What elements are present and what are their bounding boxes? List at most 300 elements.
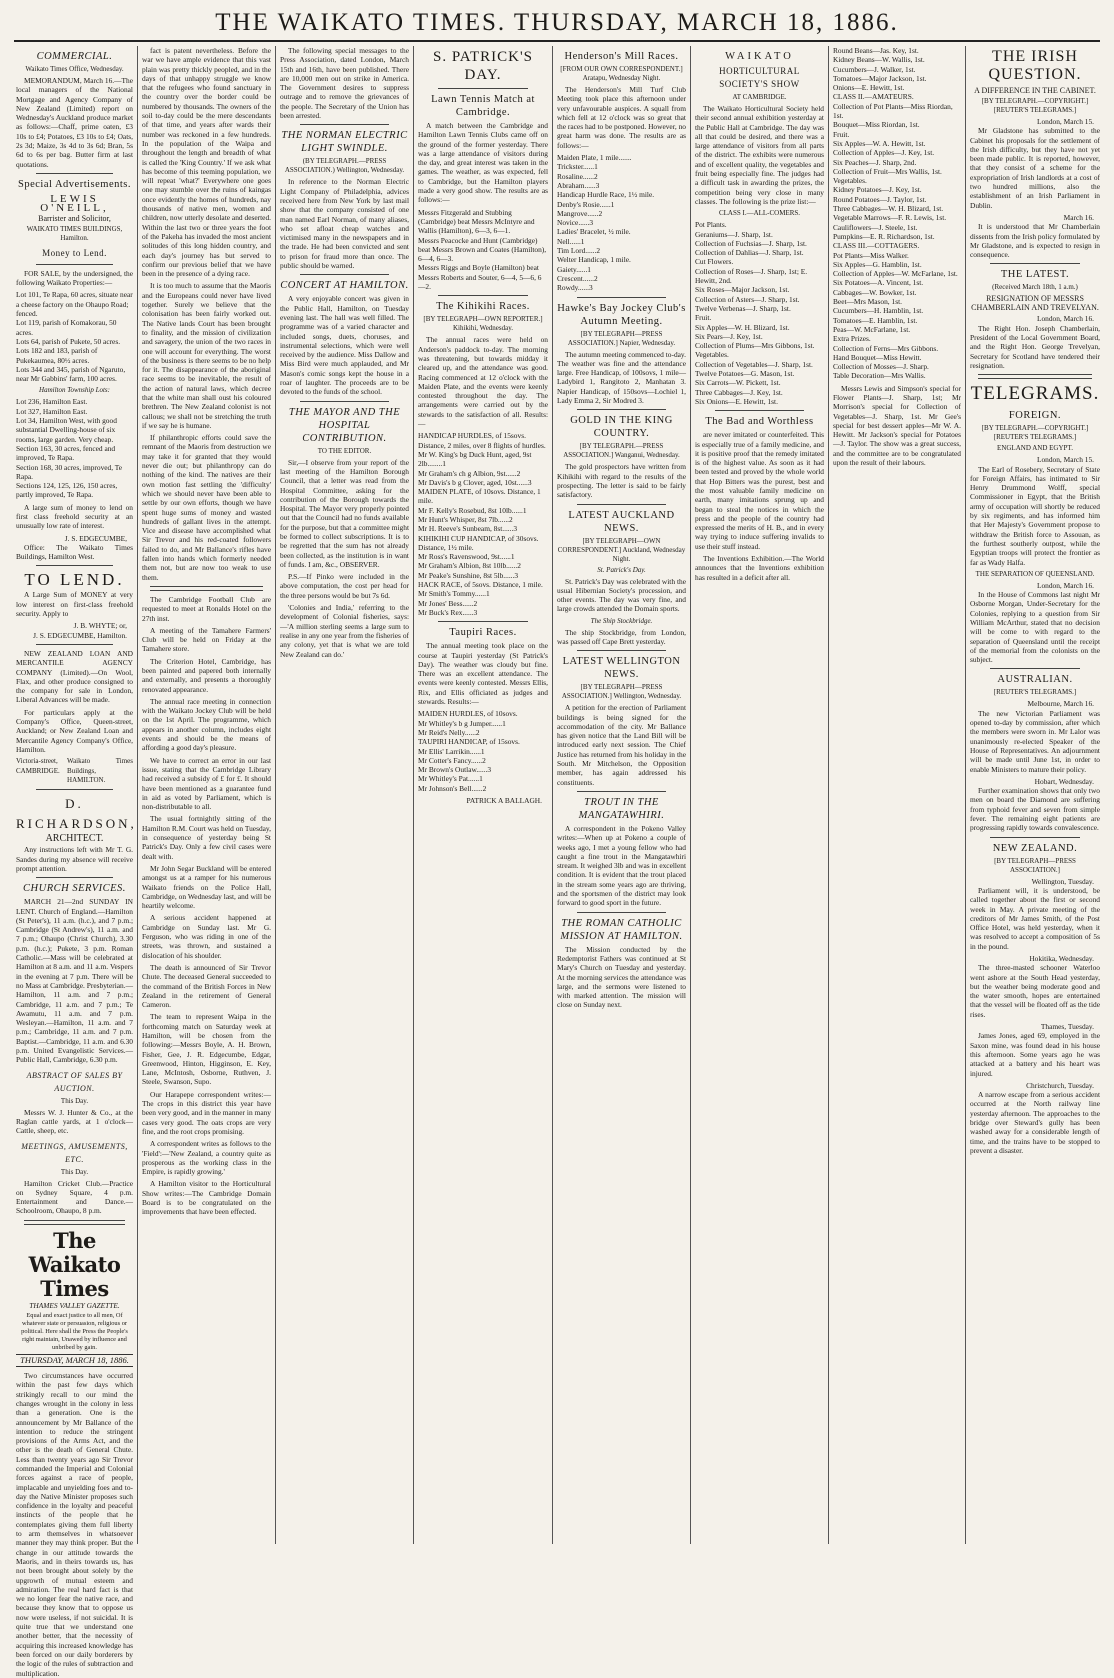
column-7 (833, 46, 961, 1544)
address-left: Victoria-street, CAMBRIDGE. (16, 757, 60, 775)
column-2 (142, 46, 271, 1544)
auckland-subheading: [BY TELEGRAPH—OWN CORRESPONDENT.] Auckland, Wednesday Night. (557, 536, 686, 563)
kihikihi-heading: The Kihikihi Races. (436, 301, 530, 313)
column-6 (695, 46, 824, 1544)
australian-text: The new Victorian Parliament was opened to-day by commission, after which the members were sworn in. Mr Lalor was unanimously re-elected Speaker of the House of Representatives. An adjournment will be made until June 1st, in order to enable Ministers to mature their policy. (970, 708, 1100, 774)
colonies-text: 'Colonies and India,' referring to the development of Colonial fisheries, says:—'A million sterling seems a large sum to realise in any one year from the fisheries of any colony, yet that is what we are told New Zealand can do.' (280, 603, 409, 659)
list-item: Six Peaches—J. Sharp, 2nd. (833, 157, 917, 167)
list-item: Lot 119, parish of Komakorau, 50 acres. (16, 318, 117, 337)
list-item: Round Beans—Jas. Key, 1st. (833, 46, 919, 55)
concert-heading: CONCERT AT HAMILTON. (280, 280, 409, 292)
list-item: Trickster......1 (557, 162, 598, 172)
list-item: Mr Smith's Tommy......1 (418, 589, 490, 599)
st-patricks-heading: S. PATRICK'S DAY. (432, 49, 534, 83)
news-item: The team to represent Waipa in the forthcoming match on Saturday week at Hamilton, will be chosen from the following:—Messrs Boyle, A. H. Brown, Fisher, Gee, J. R. Edgecumbe, Edgar, Greenwood, Hinton, Higginson, E. Key, Lane, McIntosh, Osborne, Ruthven, J. Steele, Swanson, Supo. (142, 1012, 271, 1087)
mill-results (557, 153, 686, 292)
column-rule (413, 46, 414, 1544)
dateline: Melbourne, March 16. (1027, 699, 1094, 709)
list-item: Peas—W. McFarlane, 1st. (833, 324, 911, 334)
st-patricks-subheading: St. Patrick's Day. (597, 565, 646, 574)
list-item: Geraniums—J. Sharp, 1st. (695, 229, 773, 239)
divider (300, 124, 389, 125)
kihikihi-text: The annual races were held on Anderson's paddock to-day. The morning was threatening, but towards midday it cleared up, and the attendance was good. Racing commenced at 12 o'clock with the Maiden Plate, and the events were keenly contested throughout the day. The arrangements were carried out by the stewards to the satisfaction of all. Results:— (418, 335, 548, 429)
hort-closing-text: Messrs Lewis and Simpson's special for Flower Plants—J. Sharp, 1st; Mr Morrison's special for Collection of Vegetables—J. Sharp, 1st. Mr Gee's special for best dessert apples—Mr W. A. Hewitt. Mr Jackson's special for Potatoes—J. Taylor. The show was a great success, and the committee are to be congratulated upon the result of their labours. (833, 383, 961, 468)
mayor-heading: THE MAYOR AND THE HOSPITAL CONTRIBUTION. (288, 406, 401, 444)
tolend-signature: J. B. WHYTE; or, (73, 621, 127, 631)
thames-text: James Jones, aged 69, employed in the Saxon mine, was found dead in his house this afternoon. Some years ago he was attacked at a battery and his heart was injured. (970, 1031, 1100, 1078)
dateline: London, March 16. (1036, 580, 1094, 590)
list-item: Tomatoes—E. Hamblin, 1st. (833, 315, 918, 325)
dateline: March 16. (1063, 212, 1094, 222)
ship-text: The ship Stockbridge, from London, was passed off Cape Brett yesterday. (557, 627, 686, 646)
list-item: Handicap Hurdle Race, 1½ mile. (557, 190, 655, 200)
rc-mission-text: The Mission conducted by the Redemptorist Fathers was continued at St Mary's Church on Tuesday and yesterday. At the morning services the attendance was large, and the sermons were listened to with marked attention. The mission will close on Sunday next. (557, 944, 686, 1010)
list-item: Beet—Mrs Mason, 1st. (833, 297, 902, 307)
list-item: Mr Whitley's b g Jumper......1 (418, 718, 506, 728)
list-item: Cucumbers—J. Walker, 1st. (833, 64, 916, 74)
list-item: TAUPIRI HANDICAP, of 15sovs. (418, 737, 520, 747)
richardson-heading: D. RICHARDSON, (16, 796, 137, 832)
divider (577, 650, 666, 651)
commercial-heading: COMMERCIAL. (36, 51, 113, 62)
meetings-heading: MEETINGS, AMUSEMENTS, ETC. (21, 1141, 128, 1164)
township-heading: Hamilton Township Lots: (39, 386, 110, 395)
commercial-subheading: Waikato Times Office, Wednesday. (25, 65, 124, 73)
editorial-continued: If philanthropic efforts could save the remnant of the Maoris from destruction we may take it for granted that they would never die out; but philanthropy can do nothing of the kind. The natives are their own motion fast settling the 'difficulty' which we should never have been able to settle by our own efforts, though we have spent huge sums of money and wasted hundreds of gallant lives in the attempt. Vice and disease have accomplished what Sir Trevor and his red-coated followers failed to do, and Mr Ballance's rifles have fallen into hands which formerly needed them not, but are now too weak to use them. (142, 433, 271, 582)
prize-list-continued (833, 46, 961, 381)
egypt-heading: ENGLAND AND EGYPT. (997, 444, 1073, 453)
list-item: Mr H. Reeve's Sunbeam, 8st......3 (418, 524, 518, 534)
australian-telegraph: [REUTER'S TELEGRAMS.] (993, 688, 1077, 697)
column-1 (16, 46, 137, 1678)
norman-heading: THE NORMAN ELECTRIC LIGHT SWINDLE. (281, 130, 408, 155)
dateline: London, March 15. (1036, 117, 1094, 126)
masthead (14, 6, 1100, 42)
list-item: Ladies' Bracelet, ½ mile. (557, 227, 631, 237)
australian-heading: AUSTRALIAN. (997, 674, 1073, 686)
irish-text: Mr Gladstone has submitted to the Cabinet his proposals for the settlement of the Irish difficulty, but they have not yet been made public. It is reported, however, that they consist of a scheme for the expropriation of Irish landlords at a cost of two hundred millions, also the establishment of an Irish Parliament in Dublin. (970, 126, 1100, 210)
mayor-text: Sir,—I observe from your report of the last meeting of the Hamilton Borough Council, that a letter was read from the Hospital Committee, asking for the contribution of the Borough towards the Hospital. The Mayor very properly pointed out that the Council had no funds available for the purpose, but that a committee might be formed to collect subscriptions. It is to be regretted that the sum has not already been collected, as the institution is in want of funds. I am, &c., OBSERVER. (280, 457, 409, 569)
list-item: Lot 236, Hamilton East. (16, 397, 88, 407)
forsale-list (16, 290, 133, 383)
list-item: Lots 344 and 345, parish of Ngaruto, near Mr Gabbins' farm, 100 acres. (16, 364, 126, 384)
list-item: Six Pears—J. Key, 1st. (695, 331, 763, 341)
list-item: Collection of Mosses—J. Sharp. (833, 362, 929, 372)
special-ads-heading: Special Advertisements. (18, 178, 131, 190)
list-item: Maiden Plate, 1 mile....... (557, 153, 632, 163)
editorial-continued: It is too much to assume that the Maoris and the Europeans could never have lived together. Surely we believe that the colonisation has been fairly worked out. The Native lands Court has been brought to finality, and the mission of civilization and savagery, the union of the two races in one will account for everything. The worst of the business is there seems to be no help for it. The disappearance of the aboriginal race seems to be inevitable, the result of the action of natural laws, which decree that the white man shall oust his coloured brethren. The New Zealand colonist is not callous; we shall not be stretching the truth if we say he is humane. (142, 281, 271, 430)
news-item: A correspondent writes as follows to the 'Field':—'New Zealand, a country quite as prosperous as the working class in the Empire, is rapidly growing.' (142, 1139, 271, 1177)
tolend-signature: J. S. EDGECUMBE, Hamilton. (33, 630, 127, 640)
list-item: CLASS III.—COTTAGERS. (833, 241, 920, 251)
nz-loan-text-2: For particulars apply at the Company's Office, Queen-street, Auckland; or New Zealand Loan and Mercantile Agency Company's Office, Hamilton. (16, 707, 133, 754)
list-item: Rowdy......3 (557, 283, 593, 293)
whyte-office: Office: The Waikato Times Buildings, Hamilton West. (16, 542, 133, 562)
list-item: KIHIKIHI CUP HANDICAP, of 30sovs. Distance, 1½ mile. (418, 533, 539, 552)
divider (990, 668, 1080, 669)
hawkes-text: The autumn meeting commenced to-day. The weather was fine and the attendance large. Free Handicap, of 100sovs, 1 mile—Ladybird 1, Rangitoto 2, Manhatan 3. Napier Handicap, of 150sovs—Lochiel 1, Lady Emma 2, Sir Modred 3. (557, 349, 686, 406)
list-item: Mangrove......2 (557, 208, 603, 218)
list-item: Section 163, 30 acres, fenced and improved, Te Rapa. (16, 443, 116, 463)
oneill-ad-role: Barrister and Solicitor, (38, 213, 111, 223)
auction-heading: ABSTRACT OF SALES BY AUCTION. (26, 1070, 123, 1093)
list-item: Collection of Dahlias—J. Sharp, 1st. (695, 248, 804, 258)
list-item: Six Potatoes—A. Vincent, 1st. (833, 278, 924, 288)
address-right: Waikato Times Buildings, HAMILTON. (67, 757, 133, 784)
list-item: Fruit. (833, 129, 850, 139)
news-item: The annual race meeting in connection with the Waikato Jockey Club will be held on the 1st April. The programme, which appears in another column, includes eight events and should be the means of affording a good day's pleasure. (142, 696, 271, 753)
divider (990, 837, 1080, 838)
list-item: Collection of Ferns—Mrs Gibbons. (833, 343, 939, 353)
taupiri-results (418, 709, 548, 793)
list-item: CLASS II.—AMATEURS. (833, 92, 914, 102)
list-item: Collection of Apples—J. Key, 1st. (833, 148, 935, 158)
tolend-heading: TO LEND. (24, 570, 125, 590)
list-item: Mr Ellis' Larrikin......1 (418, 746, 485, 756)
list-item: Gaiety......1 (557, 264, 592, 274)
hort-heading: WAIKATO (725, 51, 794, 62)
list-item: Six Onions—E. Hewitt, 1st. (695, 396, 778, 406)
list-item: Vegetables. (695, 350, 729, 360)
nz-loan-addresses (16, 757, 133, 785)
norman-subheading: (BY TELEGRAPH.—PRESS ASSOCIATION.) Wellington, Wednesday. (284, 157, 405, 175)
divider (300, 274, 389, 275)
oneill-ad-address: WAIKATO TIMES BUILDINGS, Hamilton. (26, 224, 123, 242)
tennis-text: A match between the Cambridge and Hamilton Lawn Tennis Clubs came off on the ground of the former yesterday. There was a large attendance of visitors during the day, and great interest was taken in the games. The weather, as was expected, fell to Cambridge, but the Hamilton players made a very good show. The results are as follows:— (418, 121, 548, 205)
list-item: Table Decoration—Mrs Wallis. (833, 371, 926, 381)
mill-heading: Henderson's Mill Races. (564, 51, 679, 62)
irish-text-2: It is understood that Mr Chamberlain dissents from the Irish policy formulated by Mr Gladstone, and is expected to resign in consequence. (970, 222, 1100, 260)
news-item: The death is announced of Sir Trevor Chute. The deceased General succeeded to the command of the British Forces in New Zealand in the retirement of General Cameron. (142, 962, 271, 1010)
taupiri-signature: PATRICK A BALLAGH. (466, 796, 542, 805)
nz-telegraph: [BY TELEGRAPH—PRESS ASSOCIATION.] (994, 856, 1076, 874)
list-item: Vegetables. (833, 176, 867, 186)
divider (36, 173, 113, 174)
hokitika-text: The three-masted schooner Waterloo went ashore at the South Head yesterday, but the weather being moderate good and the water smooth, hopes are entertained that the vessel will be floated off as the tide rises. (970, 963, 1100, 1019)
trout-text: A correspondent in the Pokeno Valley writes:—When up at Pokeno a couple of weeks ago, I met a young fellow who had caught a fine trout in the Mangatawhiri stream. It weighed 3lb and was in excellent condition. It is evident that the trout placed in the stream some years ago are thriving, and the sportsmen of the district may look forward to good sport in the future. (557, 823, 686, 908)
list-item: Onions—E. Hewitt, 1st. (833, 83, 905, 93)
dateline: London, March 15. (1036, 455, 1094, 465)
divider (438, 621, 528, 622)
list-item: Tomatoes—Major Jackson, 1st. (833, 73, 927, 83)
list-item: Section 168, 30 acres, improved, Te Rapa. (16, 462, 123, 481)
divider (715, 410, 804, 411)
list-item: Three Cabbages—J. Key, 1st. (695, 387, 783, 397)
news-item: Our Harapepe correspondent writes:—The crops in this district this year have been very good, and in the manner in many cases very good. The oats crops are very fine, and the root crops promising. (142, 1089, 271, 1136)
taupiri-heading: Taupiri Races. (449, 627, 517, 639)
wellington-heading: LATEST WELLINGTON NEWS. (562, 656, 681, 681)
oneill-ad-name: LEWIS O'NEILL, (40, 192, 109, 215)
dateline: Wellington, Tuesday. (1031, 876, 1094, 886)
taupiri-text: The annual meeting took place on the course at Taupiri yesterday (St Patrick's Day). The weather was cloudy but fine. There was an excellent attendance. The events were keenly contested. Messrs Ellis, Rix, and Ellis officiated as judges and stewards. Results:— (418, 641, 548, 707)
divider (577, 409, 666, 410)
list-item: MAIDEN HURDLES, of 10sovs. (418, 709, 518, 719)
list-item: HACK RACE, of 5sovs. Distance, 1 mile. (418, 580, 543, 590)
richardson-role: ARCHITECT. (45, 833, 104, 845)
meetings-subheading: This Day. (60, 1167, 89, 1176)
irish-subheading: A DIFFERENCE IN THE CABINET. (974, 86, 1096, 95)
list-item: Abraham......3 (557, 180, 600, 190)
nz-heading: NEW ZEALAND. (992, 842, 1078, 854)
news-item: A serious accident happened at Cambridge on Sunday last. Mr G. Ferguson, who was riding in one of the streets, was thrown, and sustained a dislocation of his shoulder. (142, 913, 271, 960)
bad-text: are never imitated or counterfeited. This is especially true of a family medicine, and it is positive proof that the remedy imitated is of the highest value. As soon as it had been tested and proved by the whole world that Hop Bitters was the purest, best and the most valuable family medicine on earth, many imitations sprung up and began to steal the notices in which the press and the people of the country had expressed the merits of H. B., and in every way trying to induce suffering invalids to use their stuff instead. (695, 430, 824, 551)
list-item: Rosaline......2 (557, 171, 598, 181)
concert-text: A very enjoyable concert was given in the Public Hall, Hamilton, on Tuesday evening last. The hall was well filled. The programme was of a varied character and included songs, duets, choruses, and instrumental selections, which were well received by the audience. Miss Dallow and Miss Bird were much applauded, and Mr Mason's comic songs kept the house in a roar of laughter. The proceeds are to be devoted to the funds of the school. (280, 294, 409, 397)
list-item: Messrs Fitzgerald and Stubbing (Cambridge) beat Messrs McIntyre and Wallis (Hamilton), 6—3, 6—1. (418, 207, 535, 236)
hawkes-heading: Hawke's Bay Jockey Club's Autumn Meeting. (557, 302, 686, 327)
divider (978, 374, 1092, 379)
news-item: The usual fortnightly sitting of the Hamilton R.M. Court was held on Tuesday, in consequence of yesterday being St Patrick's Day. Only a few civil cases were dealt with. (142, 814, 271, 861)
wellington-subheading: [BY TELEGRAPH—PRESS ASSOCIATION.] Wellington, Wednesday. (561, 683, 682, 701)
prize-list (695, 220, 824, 406)
richardson-text: Any instructions left with Mr T. G. Sandes during my absence will receive prompt attention. (16, 845, 133, 873)
divider (36, 644, 113, 645)
list-item: Mr Brown's Outlaw......3 (418, 765, 492, 775)
list-item: Collection of Fruit—Mrs Wallis, 1st. (833, 166, 942, 176)
divider (990, 263, 1080, 264)
list-item: Mr Peake's Sunshine, 8st 5lb......3 (418, 570, 519, 580)
egypt-text: The Earl of Rosebery, Secretary of State for Foreign Affairs, has intimated to Sir Henry Drummond Wolff, special Commissioner in Egypt, that the British army of occupation will shortly be reduced by six regiments, and has informed him that Her Majesty's Government propose to withdraw the British force to Assouan, as the furthest southerly outpost, while the Egyptian troops will protect the frontier as far as Wady Halfa. (970, 464, 1100, 567)
hawkes-subheading: [BY TELEGRAPH—PRESS ASSOCIATION.] Napier, Wednesday. (567, 329, 676, 347)
list-item: Mr Graham's Albion, 8st 10lb......2 (418, 561, 521, 571)
list-item: Pot Plants. (695, 220, 727, 230)
tennis-results (418, 208, 548, 292)
latest-heading: THE LATEST. (1000, 269, 1070, 281)
list-item: Collection of Plums—Mrs Gibbons, 1st. (695, 341, 815, 351)
list-item: Kidney Potatoes—J. Key, 1st. (833, 185, 922, 195)
hort-subheading: AT CAMBRIDGE. (732, 93, 787, 101)
list-item: Twelve Potatoes—G. Mason, 1st. (695, 369, 795, 379)
resignation-heading: RESIGNATION OF MESSRS CHAMBERLAIN AND TREVELYAN. (971, 294, 1099, 313)
list-item: Bouquet—Miss Riordan, 1st. (833, 120, 920, 130)
kihikihi-results (418, 431, 548, 617)
dateline: London, March 16. (1036, 314, 1094, 324)
news-item: A Hamilton visitor to the Horticultural Show writes:—The Cambridge Domain Board is to be congratulated on the improvements that have been effected. (142, 1179, 271, 1217)
gold-heading: GOLD IN THE KING COUNTRY. (570, 415, 673, 440)
list-item: Collection of Apples—W. McFarlane, 1st. (833, 269, 958, 279)
nz-text: Parliament will, it is understood, be called together about the first or second week in May. A private meeting of the creditors of Mr James Smith, of the Post Office Hotel, was held yesterday, when it was resolved to accept a composition of 5s in the pound. (970, 885, 1100, 951)
divider (36, 877, 113, 878)
commercial-text: MEMORANDUM, March 16.—The local managers of the National Mortgage and Agency Company of New Zealand (Limited) report on Wednesday's Auckland produce market as follows:—Chaff, prime oaten, £3 10s to £4; Potatoes, £3 10s to £4; Oats, 2s 3d; Maize, 3s 4d to 3s 6d; Bran, 5s 6d to 6s per bag. Butter firm at last quotations. (16, 76, 133, 169)
dateline: Hokitika, Wednesday. (1029, 954, 1094, 963)
dateline: Hobart, Wednesday. (1034, 776, 1094, 786)
list-item: Cabbages—W. Bowker, 1st. (833, 287, 917, 297)
trout-heading: TROUT IN THE MANGATAWHIRI. (578, 796, 665, 821)
church-text: MARCH 21—2nd SUNDAY IN LENT. Church of England.—Hamilton (St Peter's), 11 a.m. (h.c.), and 7 p.m.; Cambridge (St Andrew's), 11 a.m. and 7 p.m.; Ohaupo (Christ Church), 3.30 p.m. (h.c.); Pukete, 3 p.m. Roman Catholic.—Mass will be celebrated at Hamilton at 8 a.m. and 11 a.m. Vespers in the evening at 7 p.m. There will be no Mass at Cambridge. Presbyterian.—Hamilton, 11 a.m. and 7 p.m.; Cambridge, 11 a.m. and 7 p.m.; Te Awamutu, 11 a.m. and 7 p.m. Wesleyan.—Hamilton, 11 a.m. and 7 p.m.; Cambridge, 11 a.m. and 7 p.m. Baptist.—Cambridge, 11 a.m. and 6.30 p.m. United Evangelistic Services.—Public Hall, Cambridge, 6.30 p.m. (16, 897, 133, 1065)
news-item: Mr John Segar Buckland will be entered amongst us at a ramper for his numerous Waikato friends on the Police Hall, Cambridge, on Wednesday last, and will be heartily welcome. (142, 863, 271, 911)
column-8 (970, 46, 1100, 1544)
gold-subheading: [BY TELEGRAPH.—PRESS ASSOCIATION.] Wanganui, Wednesday. (563, 442, 680, 460)
list-item: Lot 34, Hamilton West, with good substantial Dwelling-house of six rooms, large garden. Very cheap. (16, 416, 117, 444)
list-item: Fruit. (695, 313, 712, 323)
news-item: A meeting of the Tamahere Farmers' Club will be held on Friday at the Tamahere store. (142, 625, 271, 654)
list-item: Welter Handicap, 1 mile. (557, 255, 631, 265)
paper-title: The Waikato Times (28, 1227, 121, 1301)
list-item: Pumpkins—E. R. Richardson, 1st. (833, 231, 935, 241)
column-rule (965, 46, 966, 1544)
column-3 (280, 46, 409, 1544)
tennis-heading: Lawn Tennis Match at Cambridge. (431, 94, 535, 118)
postscript-text: P.S.—If Pinko were included in the above computation, the cost per head for the three persons would be but 7s 6d. (280, 572, 409, 600)
list-item: Three Cabbages—W. H. Blizard, 1st. (833, 204, 944, 214)
list-item: Mr Jones' Bess......2 (418, 598, 478, 608)
list-item: Lot 327, Hamilton East. (16, 406, 88, 416)
wellington-text: A petition for the erection of Parliament buildings is being signed for the accommodation of the city. Mr Ballance has given notice that the Land Bill will be introduced early next session. The Chief Justice has returned from his holiday in the South. Mr Mitchelson, the Opposition member, has again addressed his constituents. (557, 703, 686, 787)
list-item: Mr Davis's b g Clover, aged, 10st......3 (418, 477, 532, 487)
list-item: Lots 64, parish of Pukete, 50 acres. (16, 336, 121, 346)
rc-mission-heading: THE ROMAN CATHOLIC MISSION AT HAMILTON. (560, 917, 683, 942)
list-item: Six Roses—Major Jackson, 1st. (695, 285, 790, 295)
divider (300, 401, 389, 402)
divider (577, 297, 666, 298)
church-heading: CHURCH SERVICES. (23, 883, 126, 895)
telegrams-heading: TELEGRAMS. (970, 383, 1100, 405)
column-rule (552, 46, 553, 1544)
auckland-text: St. Patrick's Day was celebrated with the usual Hibernian Society's procession, and other events. The day was very fine, and large crowds attended the Domain sports. (557, 576, 686, 614)
bad-heading: The Bad and Worthless (705, 416, 814, 428)
foreign-heading: FOREIGN. (1008, 410, 1062, 422)
list-item: Six Apples—W. A. Hewitt, 1st. (833, 138, 926, 148)
inventions-text: The Inventions Exhibition.—The World announces that the Inventions exhibition has resulted in a deficit after all. (695, 554, 824, 582)
class-heading: CLASS I.—ALL-COMERS. (718, 209, 801, 218)
list-item: Tim Lord......2 (557, 246, 601, 256)
list-item: Vegetable Marrows—F. R. Lewis, 1st. (833, 213, 947, 223)
gazette-title: THAMES VALLEY GAZETTE. (29, 1300, 120, 1310)
divider (24, 1220, 125, 1225)
kihikihi-subheading: [BY TELEGRAPH—OWN REPORTER.] Kihikihi, Wednesday. (423, 315, 543, 333)
hort-text: The Waikato Horticultural Society held their second annual exhibition yesterday at the Public Hall at Cambridge. The day was all that could be desired, and there was a large attendance of visitors from all parts of the district. The exhibits were numerous and of excellent quality, the vegetables and fruit being especially fine. The judges had a difficult task in awarding the prizes, the competition being very close in many classes. The following is the prize list:— (695, 104, 824, 206)
divider (577, 912, 666, 913)
list-item: Extra Prizes. (833, 334, 871, 344)
list-item: HANDICAP HURDLES, of 15sovs. Distance, 2 miles, over 8 flights of hurdles. (418, 431, 546, 450)
queensland-heading: THE SEPARATION OF QUEENSLAND. (975, 569, 1095, 578)
masthead-title: THE WAIKATO TIMES. THURSDAY, MARCH 18, 1886. (215, 9, 899, 36)
whyte-text: A large sum of money to lend on first class freehold security at an unusually low rate of interest. (16, 502, 133, 531)
list-item: Mr Whitley's Pat......1 (418, 774, 483, 784)
list-item: Six Apples—W. H. Blizard, 1st. (695, 322, 790, 332)
list-item: Novice......3 (557, 218, 594, 228)
divider (36, 789, 113, 790)
list-item: Messrs Riggs and Boyle (Hamilton) beat Messrs Roberts and Souter, 6—4, 5—6, 6—2. (418, 263, 542, 292)
hort-heading-2: HORTICULTURAL SOCIETY'S SHOW (719, 66, 800, 89)
list-item: Crescent......2 (557, 273, 598, 283)
divider (438, 88, 528, 89)
list-item: Sections 124, 125, 126, 150 acres, partly improved, Te Rapa. (16, 481, 118, 500)
column-rule (137, 46, 138, 1544)
list-item: Collection of Fuchsias—J. Sharp, 1st. (695, 238, 807, 248)
tolend-text: A Large Sum of MONEY at very low interest on first-class freehold security. Apply to (16, 590, 133, 619)
gold-text: The gold prospectors have written from Kihikihi with regard to the results of the prospecting. The letter is said to be fairly satisfactory. (557, 462, 686, 500)
list-item: Pot Plants—Miss Walker. (833, 250, 909, 260)
ship-heading: The Ship Stockbridge. (590, 616, 653, 625)
list-item: Denby's Rosie......1 (557, 199, 615, 209)
list-item: Collection of Vegetables—J. Sharp, 1st. (695, 359, 813, 369)
auction-subheading: This Day. (60, 1096, 89, 1105)
divider (150, 586, 263, 591)
list-item: Six Apples—G. Hamblin, 1st. (833, 259, 922, 269)
money-heading: Money to Lend. (42, 247, 107, 258)
mill-text: The Henderson's Mill Turf Club Meeting took place this afternoon under very unfavourable auspices. A squall from which fell at 12 o'clock was so great that the races had to be postponed. However, no great harm was done. The results are as follows:— (557, 85, 686, 150)
editorial-continued: fact is patent nevertheless. Before the war we have ample evidence that this vast plain was pretty thickly peopled, and in the days of that unhappy struggle we know that the refugees who found sanctuary in the country over the border could be numbered by thousands. The owners of the soil to-day could be the mere descendants of that time, and years after wards their number was reckoned in a few hundreds. In the population of the Waipa and throughout the length and breadth of what is called the 'King Country.' If we ask what has become of this teeming population, we will repeat 'what?' Everywhere one goes one may stumble over the ruins of kaingas once evidently the homes of hundreds, nay thousands of native men, women and children, now utterly desolate and deserted. Within the last two or three years the foot of the Pakeha has invaded the most ancient solitudes of this long hidden country, and each day's journey has but served to confirm our previous belief that we have been in the presence of a dying race. (142, 46, 271, 279)
mill-subheading: [FROM OUR OWN CORRESPONDENT.] Aratapu, Wednesday Night. (560, 65, 683, 82)
list-item: Collection of Pot Plants—Miss Riordan, 1st. (833, 101, 953, 121)
christchurch-text: A narrow escape from a serious accident occurred at the North railway line yesterday afternoon. The approaches to the bridge over Steward's gully has been washed away for a considerable length of time, and the trains have to be stopped to prevent a disaster. (970, 1090, 1100, 1155)
news-item: The following special messages to the Press Association, dated London, March 15th and 16th, have been published. There are 10,000 men out on strike in America. The Government desires to suppress outrage and to remove the grievances of the people. The Secretary of the Union has been arrested. (280, 46, 409, 121)
column-rule (275, 46, 276, 1544)
list-item: Collection of Asters—J. Sharp, 1st. (695, 294, 800, 304)
list-item: MAIDEN PLATE, of 10sovs. Distance, 1 mile. (418, 487, 541, 506)
meetings-text: Hamilton Cricket Club.—Practice on Sydney Square, 4 p.m. Entertainment and Dance.—Schoolroom, Ohaupo, 8 p.m. (16, 1178, 133, 1216)
list-item: Mr Graham's ch g Albion, 9st......2 (418, 468, 521, 478)
mayor-subheading: TO THE EDITOR. (317, 446, 372, 455)
queensland-text: In the House of Commons last night Mr Osborne Morgan, Under-Secretary for the Colonies, replying to a question from Sir William McArthur, stated that no decision will be come to with regard to the separation of Queensland until the receipt of the memorial from the colonists on the subject. (970, 590, 1100, 665)
divider (577, 791, 666, 792)
latest-subheading: (Received March 18th, 1 a.m.) (992, 283, 1078, 292)
list-item: Cut Flowers. (695, 257, 734, 267)
list-item: Hand Bouquet—Miss Hewitt. (833, 352, 922, 362)
list-item: Cauliflowers—J. Steele, 1st. (833, 222, 918, 232)
hobart-text: Further examination shows that only two men on board the Diamond are suffering from typhoid fever and seven from simple fever. The remaining eight patients are progressing rapidly towards convalescence. (970, 786, 1100, 833)
list-item: Mr Cotter's Fancy......2 (418, 755, 486, 765)
column-5 (557, 46, 686, 1544)
list-item: Twelve Verbenas—J. Sharp, 1st. (695, 303, 791, 313)
list-item: Mr Reid's Nelly......2 (418, 727, 480, 737)
column-4 (418, 46, 548, 1544)
list-item: Lot 101, Te Rapa, 60 acres, situate near a cheese factory on the Ohaupo Road; fenced. (16, 290, 133, 319)
list-item: Mr W. King's bg Duck Hunt, aged, 9st 2lb........1 (418, 449, 532, 469)
auckland-heading: LATEST AUCKLAND NEWS. (568, 509, 675, 534)
list-item: Mr Ross's Ravenswood, 9st......1 (418, 552, 515, 562)
list-item: Messrs Peacocke and Hunt (Cambridge) beat Messrs Brown and Coates (Hamilton), 6—4, 6—3. (418, 235, 547, 264)
resignation-text: The Right Hon. Joseph Chamberlain, President of the Local Government Board, and the Right Hon. George Trevelyan, Secretary for Scotland have tendered their resignation. (970, 323, 1100, 370)
list-item: Cucumbers—H. Hamblin, 1st. (833, 306, 924, 316)
irish-telegraph: [BY TELEGRAPH.—COPYRIGHT.] [REUTER'S TELEGRAMS.] (981, 97, 1089, 114)
list-item: Mr F. Kelly's Rosebud, 8st 10lb......1 (418, 505, 527, 515)
forsale-text: FOR SALE, by the undersigned, the following Waikato Properties:— (16, 268, 133, 288)
auction-text: Messrs W. J. Hunter & Co., at the Raglan cattle yards, at 1 o'clock—Cattle, sheep, etc. (16, 1107, 133, 1136)
editorial-text: Two circumstances have occurred within the past few days which strikingly recall to our mind the changes wrought in the colony in less than a generation. One is the announcement by Mr Ballance of the intention to reduce the stringent provisions of the Arms Act, and the other is the death of General Chute. Less than twenty years ago Sir Trevor commanded the Imperial and Colonial forces against a race of people, implacable and unyielding foes and to-day the Native Minister proposes such confidence in the loyalty and peaceful instincts of the people that he contemplates giving them full liberty to arm themselves in whatsoever manner they may think proper. But the change in our attitude towards the Maoris, and in theirs towards us, has not been brought about solely by the upgrowth of mutual esteem and admiration. The real hard fact is that we no longer fear the native race, and because they know that to oppose us now were useless, if not suicidal. It is quite true that we understand one another better, that the necessity of acquiring this increased knowledge has been forced on our daily borderers by the logic of the rules of subtraction and multiplication. (16, 1371, 133, 1678)
whyte-signature: J. S. EDGECUMBE, (64, 533, 127, 543)
column-rule (828, 46, 829, 1544)
divider (36, 264, 113, 265)
divider (577, 504, 666, 505)
norman-text: In reference to the Norman Electric Light Company of Philadelphia, advices received here from New York by last mail show that the company consisted of one man named Earl Norman, of many aliases, who set afloat cheap watches and victimised many in the newspapers and in the trade. He had been convicted and sent to prison for fraud more than once. The public should be warned. (280, 177, 409, 271)
list-item: Mr Johnson's Bell......2 (418, 783, 487, 793)
irish-heading: THE IRISH QUESTION. (988, 48, 1082, 83)
news-item: The Criterion Hotel, Cambridge, has been painted and papered both internally and externally, and presents a thoroughly renovated appearance. (142, 656, 271, 694)
nz-loan-text: NEW ZEALAND LOAN AND MERCANTILE AGENCY COMPANY (Limited).—On Wool, Flax, and other produce consigned to the company for sale in London, Liberal Advances will be made. (16, 648, 133, 705)
divider (36, 565, 113, 566)
dateline: Christchurch, Tuesday. (1026, 1080, 1094, 1090)
list-item: Mr Hunt's Whisper, 8st 7lb......2 (418, 514, 513, 524)
dateline: THURSDAY, MARCH 18, 1886. (16, 1354, 133, 1367)
column-rule (690, 46, 691, 1544)
list-item: Kidney Beans—W. Wallis, 1st. (833, 55, 925, 65)
list-item: Mr Buck's Rex......3 (418, 607, 478, 617)
list-item: Six Carrots—W. Pickett, 1st. (695, 378, 781, 388)
motto: Equal and exact justice to all men, Of whatever state or persuasion, religious or political. Here shall the Press the People's right maintain, Unawed by influence and unbribed by gain. (21, 1311, 128, 1351)
divider (438, 295, 528, 296)
dateline: Thames, Tuesday. (1040, 1022, 1094, 1032)
foreign-telegraph: [BY TELEGRAPH.—COPYRIGHT.] [REUTER'S TELEGRAMS.] (981, 424, 1089, 442)
list-item: Round Potatoes—J. Taylor, 1st. (833, 194, 927, 204)
list-item: Nell......1 (557, 236, 585, 246)
news-item: The Cambridge Football Club are requested to meet at Ronalds Hotel on the 27th inst. (142, 594, 271, 623)
list-item: Lots 182 and 183, parish of Pukekaumea, 80½ acres. (16, 346, 98, 365)
news-item: We have to correct an error in our last issue, stating that the Cambridge Library had received a subsidy of £ for £. It should have been mentioned as a guarantee fund in aid as voted by Parliament, which is non-distributable to all. (142, 755, 271, 812)
township-list (16, 397, 133, 499)
list-item: Collection of Roses—J. Sharp, 1st; E. Hewitt, 2nd. (695, 266, 808, 286)
